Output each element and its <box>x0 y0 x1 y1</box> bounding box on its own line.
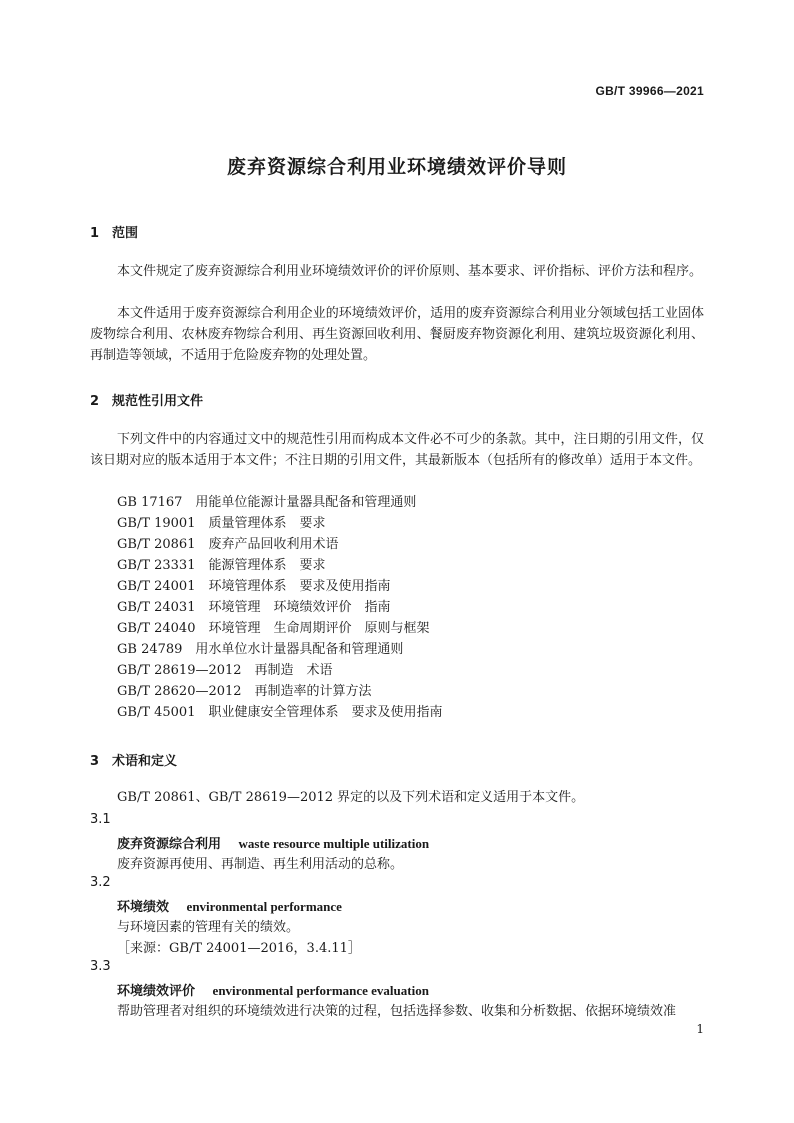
section-title: 范围 <box>112 226 139 241</box>
term-name-zh: 环境绩效评价 <box>117 984 196 999</box>
section-title: 术语和定义 <box>112 754 178 769</box>
page-number: 1 <box>696 1022 704 1036</box>
section-1-paragraph: 本文件规定了废弃资源综合利用业环境绩效评价的评价原则、基本要求、评价指标、评价方法和程序。 <box>117 264 703 279</box>
reference-item: GB/T 45001 职业健康安全管理体系 要求及使用指南 <box>117 705 443 720</box>
reference-item: GB 17167 用能单位能源计量器具配备和管理通则 <box>117 495 417 510</box>
term-definition: 帮助管理者对组织的环境绩效进行决策的过程，包括选择参数、收集和分析数据、依据环境绩效准 <box>117 1004 677 1019</box>
reference-item: GB 24789 用水单位水计量器具配备和管理通则 <box>117 642 404 657</box>
term-name-en: environmental performance evaluation <box>212 983 429 998</box>
term-name-en: environmental performance <box>186 899 342 914</box>
term-name-en: waste resource multiple utilization <box>238 836 430 851</box>
section-2-heading <box>90 390 203 409</box>
section-number: 1 <box>90 226 100 241</box>
term-number: 3.1 <box>90 812 111 827</box>
reference-item: GB/T 19001 质量管理体系 要求 <box>117 516 326 531</box>
term-number: 3.2 <box>90 875 111 890</box>
term-name-zh: 废弃资源综合利用 <box>117 837 222 852</box>
reference-item: GB/T 28620—2012 再制造率的计算方法 <box>117 684 372 699</box>
reference-item: GB/T 20861 废弃产品回收利用术语 <box>117 537 339 552</box>
section-title: 规范性引用文件 <box>112 394 204 409</box>
term-name <box>117 833 429 852</box>
term-name-zh: 环境绩效 <box>117 900 170 915</box>
term-number: 3.3 <box>90 959 111 974</box>
section-3-heading <box>90 750 177 769</box>
term-name <box>117 980 429 999</box>
reference-item: GB/T 24031 环境管理 环境绩效评价 指南 <box>117 600 391 615</box>
section-1-paragraph: 本文件适用于废弃资源综合利用企业的环境绩效评价，适用的废弃资源综合利用业分领域包括工业固体废物综合利用、农林废弃物综合利用、再生资源回收利用、餐厨废弃物资源化利用、建筑垃圾资源化利用、再制造等领域，不适用于危险废弃物的处理处置。 <box>90 306 704 363</box>
section-1-heading <box>90 222 138 241</box>
section-2-intro: 下列文件中的内容通过文中的规范性引用而构成本文件必不可少的条款。其中，注日期的引用文件，仅该日期对应的版本适用于本文件；不注日期的引用文件，其最新版本（包括所有的修改单）适用于本文件。 <box>90 432 704 468</box>
section-number: 2 <box>90 394 100 409</box>
reference-item: GB/T 23331 能源管理体系 要求 <box>117 558 326 573</box>
term-definition: 与环境因素的管理有关的绩效。 <box>117 920 300 935</box>
reference-item: GB/T 28619—2012 再制造 术语 <box>117 663 333 678</box>
standard-code: GB/T 39966—2021 <box>595 84 704 98</box>
reference-item: GB/T 24001 环境管理体系 要求及使用指南 <box>117 579 391 594</box>
reference-item: GB/T 24040 环境管理 生命周期评价 原则与框架 <box>117 621 430 636</box>
term-name <box>117 896 342 915</box>
term-source: ［来源：GB/T 24001—2016，3.4.11］ <box>117 941 361 956</box>
section-number: 3 <box>90 754 100 769</box>
section-3-intro: GB/T 20861、GB/T 28619—2012 界定的以及下列术语和定义适用于本文件。 <box>117 790 585 805</box>
term-definition: 废弃资源再使用、再制造、再生利用活动的总称。 <box>117 857 404 872</box>
document-title: 废弃资源综合利用业环境绩效评价导则 <box>226 156 567 178</box>
